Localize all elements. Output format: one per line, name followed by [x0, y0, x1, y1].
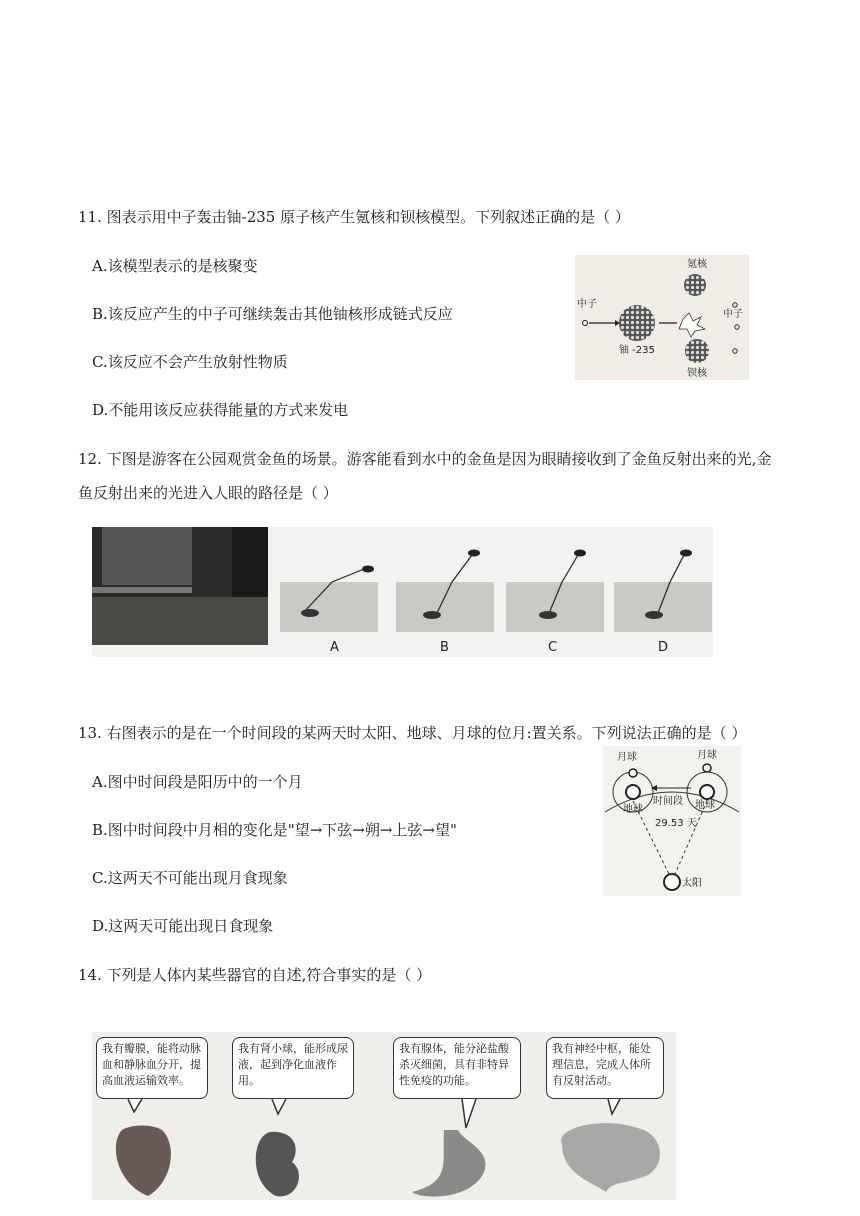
goldfish-figure: [92, 527, 713, 657]
barium-label: 钡核: [687, 368, 707, 379]
fission-diagram: [575, 255, 749, 380]
heart-image: [116, 1126, 171, 1197]
uranium-nucleus: [619, 305, 655, 341]
svg-text:地球: 地球: [695, 800, 715, 811]
q11-option-b: B.该反应产生的中子可继续轰击其他铀核形成链式反应: [92, 305, 453, 323]
barium-nucleus: [685, 339, 709, 363]
svg-text:D: D: [658, 640, 669, 655]
svg-text:地球: 地球: [623, 804, 643, 815]
q13-option-c: C.这两天不可能出现月食现象: [92, 869, 288, 887]
panel-c: [506, 550, 604, 656]
sun: [664, 874, 680, 890]
svg-text:A: A: [330, 640, 339, 655]
svg-text:B: B: [440, 640, 449, 655]
svg-text:太阳: 太阳: [682, 878, 702, 889]
q13-option-d: D.这两天可能出现日食现象: [92, 917, 274, 935]
bubble-stomach: 我有腺体，能分泌盐酸杀灭细菌，具有非特异性免疫的功能。: [393, 1037, 521, 1099]
q13-option-b: B.图中时间段中月相的变化是"望→下弦→朔→上弦→望": [92, 821, 457, 839]
sun-earth-moon-diagram: [603, 746, 741, 896]
krypton-label: 氪核: [687, 259, 707, 270]
earth-left: [626, 785, 640, 799]
bubble-kidney: 我有肾小球，能形成尿液，起到净化血液作用。: [232, 1037, 354, 1099]
q13-stem: 13. 右图表示的是在一个时间段的某两天时太阳、地球、月球的位月:置关系。下列说法正确的是（ ）: [78, 724, 747, 742]
panel-a: [280, 566, 378, 656]
moon-left: [629, 769, 637, 777]
uranium-label: 铀 -235: [619, 345, 655, 356]
svg-text:C: C: [548, 640, 558, 655]
earth-right: [700, 785, 714, 799]
q12-stem-line1: 12. 下图是游客在公园观赏金鱼的场景。游客能看到水中的金鱼是因为眼睛接收到了金鱼反射出来的光,金: [78, 450, 772, 468]
moon-right: [703, 764, 711, 772]
q11-stem: 11. 图表示用中子轰击铀-235 原子核产生氪核和钡核模型。下列叙述正确的是（ ）: [78, 208, 630, 226]
neutron-left-label: 中子: [577, 299, 597, 310]
q14-stem: 14. 下列是人体内某些器官的自述,符合事实的是（ ）: [78, 966, 432, 984]
krypton-nucleus: [684, 274, 706, 296]
organs-figure: [92, 1032, 676, 1200]
svg-text:29.53 天: 29.53 天: [655, 818, 697, 829]
q11-option-a: A.该模型表示的是核聚变: [92, 257, 258, 275]
stomach-image: [412, 1130, 485, 1197]
neutron-right-label: 中子: [723, 309, 743, 320]
brain-image: [561, 1123, 660, 1192]
svg-text:月球: 月球: [697, 750, 717, 761]
svg-text:时间段: 时间段: [653, 796, 683, 807]
panel-d: [614, 550, 712, 656]
q12-stem-line2: 鱼反射出来的光进入人眼的路径是（ ）: [78, 484, 338, 502]
panel-b: [396, 550, 494, 656]
bubble-brain: 我有神经中枢，能处理信息，完成人体所有反射活动。: [546, 1037, 664, 1099]
q11-option-d: D.不能用该反应获得能量的方式来发电: [92, 401, 349, 419]
bubble-heart: 我有瓣膜，能将动脉血和静脉血分开，提高血液运输效率。: [96, 1037, 208, 1099]
kidney-image: [256, 1132, 299, 1197]
q13-option-a: A.图中时间段是阳历中的一个月: [92, 773, 303, 791]
svg-text:月球: 月球: [617, 752, 637, 763]
q11-option-c: C.该反应不会产生放射性物质: [92, 353, 288, 371]
